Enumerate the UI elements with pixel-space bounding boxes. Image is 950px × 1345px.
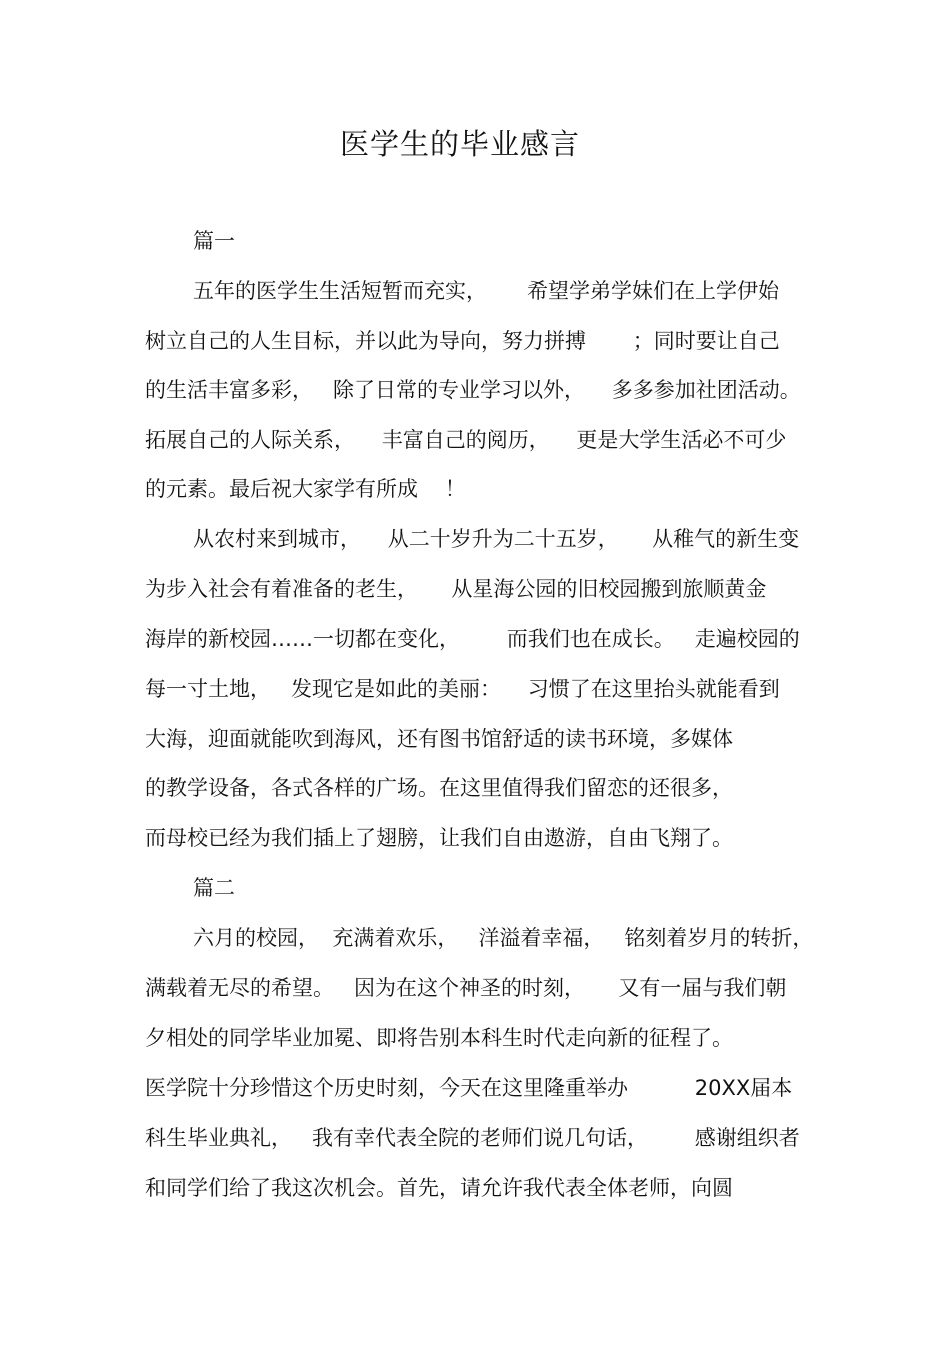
paragraph-line: 夕相处的同学毕业加冕、即将告别本科生时代走向新的征程了。 — [145, 1026, 733, 1050]
paragraph-line: 的生活丰富多彩， 除了日常的专业学习以外， 多多参加社团活动。 — [145, 378, 801, 402]
paragraph-line: 六月的校园， 充满着欢乐， 洋溢着幸福， 铭刻着岁月的转折， — [193, 926, 814, 950]
paragraph-line: 的元素。最后祝大家学有所成 ！ — [145, 477, 466, 501]
paragraph-line: 为步入社会有着准备的老生， 从星海公园的旧校园搬到旅顺黄金 — [145, 577, 767, 601]
paragraph-line: 五年的医学生生活短暂而充实， 希望学弟学妹们在上学伊始 — [193, 279, 780, 303]
paragraph-line: 拓展自己的人际关系， 丰富自己的阅历， 更是大学生活必不可少 — [145, 428, 787, 452]
paragraph-line: 而母校已经为我们插上了翅膀，让我们自由遨游，自由飞翔了。 — [145, 826, 733, 850]
paragraph-line: 树立自己的人生目标，并以此为导向，努力拼搏 ；同时要让自己 — [145, 329, 780, 353]
paragraph-line: 医学院十分珍惜这个历史时刻，今天在这里隆重举办 20XX届本 — [145, 1076, 793, 1100]
paragraph-line: 科生毕业典礼， 我有幸代表全院的老师们说几句话， 感谢组织者 — [145, 1126, 800, 1150]
paragraph-line: 满载着无尽的希望。 因为在这个神圣的时刻， 又有一届与我们朝 — [145, 976, 787, 1000]
paragraph-line: 海岸的新校园……一切都在变化， 而我们也在成长。 走遍校园的 — [145, 627, 800, 651]
paragraph-line: 大海，迎面就能吹到海风，还有图书馆舒适的读书环境，多媒体 — [145, 727, 733, 751]
paragraph-line: 的教学设备，各式各样的广场。在这里值得我们留恋的还很多， — [145, 776, 733, 800]
paragraph-line: 和同学们给了我这次机会。首先，请允许我代表全体老师，向圆 — [145, 1176, 733, 1200]
paragraph-line: 从农村来到城市， 从二十岁升为二十五岁， 从稚气的新生变 — [193, 527, 800, 551]
section-heading-1: 篇一 — [193, 229, 235, 253]
section-heading-2: 篇二 — [193, 876, 235, 900]
paragraph-line: 每一寸土地， 发现它是如此的美丽： 习惯了在这里抬头就能看到 — [145, 677, 780, 701]
document-title: 医学生的毕业感言 — [339, 127, 580, 161]
